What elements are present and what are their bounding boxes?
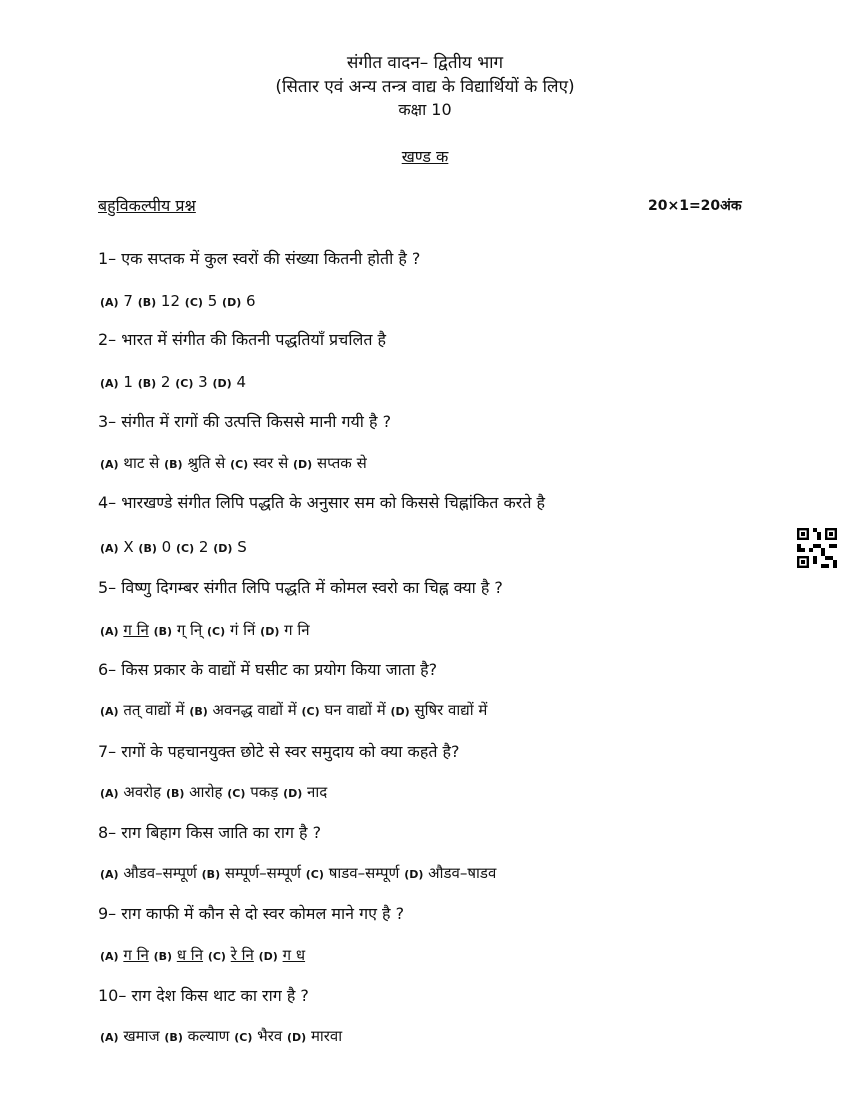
option-b: 2 (160, 373, 171, 391)
question-8: 8– राग बिहाग किस जाति का राग है ? (98, 823, 322, 842)
option-d: 4 (236, 373, 247, 391)
question-1: 1– एक सप्तक में कुल स्वरों की संख्या कितनी होती है ? (98, 249, 421, 268)
options-5: (A) ग नि (B) ग् नि् (C) गं निं (D) ग नि (100, 621, 310, 639)
option-c: षाडव–सम्पूर्ण (328, 864, 400, 882)
option-a: औडव–सम्पूर्ण (123, 864, 197, 882)
option-a: ग नि (123, 946, 149, 964)
question-10: 10– राग देश किस थाट का राग है ? (98, 986, 309, 1005)
section-heading: बहुविकल्पीय प्रश्न (98, 196, 196, 215)
option-c: गं निं (229, 621, 256, 639)
option-b: सम्पूर्ण–सम्पूर्ण (224, 864, 301, 882)
option-d: सुषिर वाद्यों में (414, 701, 488, 719)
option-d: ग ध (282, 946, 306, 964)
option-d: औडव–षाडव (428, 864, 497, 882)
page-title: संगीत वादन– द्वितीय भाग (346, 53, 504, 73)
options-4: (A) X (B) 0 (C) 2 (D) S (100, 538, 247, 556)
option-a: 1 (123, 373, 133, 391)
option-a: थाट से (123, 454, 160, 472)
options-7: (A) अवरोह (B) आरोह (C) पकड़ (D) नाद (100, 783, 328, 801)
option-c: भैरव (257, 1027, 283, 1045)
option-c: 3 (198, 373, 208, 391)
option-d: मारवा (310, 1027, 343, 1045)
option-d: ग नि (284, 621, 310, 639)
option-b: ध नि (176, 946, 204, 964)
question-3: 3– संगीत में रागों की उत्पत्ति किससे मानी गयी है ? (98, 412, 392, 431)
option-a: खमाज (123, 1027, 160, 1045)
option-d: नाद (307, 783, 328, 801)
options-6: (A) तत् वाद्यों में (B) अवनद्ध वाद्यों में (C) घन वाद्यों में (D) सुषिर वाद्यों में (100, 701, 488, 719)
question-2: 2– भारत में संगीत की कितनी पद्धतियाँ प्रचलित है (98, 330, 387, 349)
option-c: 2 (198, 538, 209, 556)
section-name: खण्ड क (401, 147, 449, 166)
option-a: तत् वाद्यों में (123, 701, 185, 719)
option-c: घन वाद्यों में (324, 701, 386, 719)
page-subtitle: (सितार एवं अन्य तन्त्र वाद्य के विद्यार्थियों के लिए) (275, 77, 575, 97)
option-c: स्वर से (253, 454, 289, 472)
section-marks: 20×1=20अंक (648, 198, 742, 214)
class-label: कक्षा 10 (398, 100, 452, 119)
options-3: (A) थाट से (B) श्रुति से (C) स्वर से (D) सप्तक से (100, 454, 367, 472)
qr-code-icon (797, 528, 837, 568)
option-b: 12 (160, 292, 181, 310)
option-b: ग् नि् (176, 621, 203, 639)
option-b: कल्याण (187, 1027, 230, 1045)
question-5: 5– विष्णु दिगम्बर संगीत लिपि पद्धति में कोमल स्वरो का चिह्न क्या है ? (98, 578, 503, 597)
option-d: S (237, 538, 247, 556)
question-6: 6– किस प्रकार के वाद्यों में घसीट का प्रयोग किया जाता है? (98, 660, 438, 679)
option-b: अवनद्ध वाद्यों में (212, 701, 297, 719)
option-a: अवरोह (123, 783, 162, 801)
options-2: (A) 1 (B) 2 (C) 3 (D) 4 (100, 373, 247, 391)
option-a: 7 (123, 292, 133, 310)
question-4: 4– भारखण्डे संगीत लिपि पद्धति के अनुसार सम को किससे चिह्नांकित करते है (98, 493, 546, 512)
option-b: 0 (161, 538, 172, 556)
option-d: 6 (246, 292, 256, 310)
option-d: सप्तक से (316, 454, 367, 472)
option-c: 5 (207, 292, 218, 310)
option-c: रे नि (230, 946, 254, 964)
question-9: 9– राग काफी में कौन से दो स्वर कोमल माने गए है ? (98, 904, 405, 923)
options-8: (A) औडव–सम्पूर्ण (B) सम्पूर्ण–सम्पूर्ण (C) षाडव–सम्पूर्ण (D) औडव–षाडव (100, 864, 497, 882)
options-9: (A) ग नि (B) ध नि (C) रे नि (D) ग ध (100, 946, 306, 964)
option-a: X (123, 538, 134, 556)
option-a: ग नि (123, 621, 149, 639)
option-b: आरोह (189, 783, 223, 801)
option-c: पकड़ (250, 783, 279, 801)
option-b: श्रुति से (187, 454, 226, 472)
question-7: 7– रागों के पहचानयुक्त छोटे से स्वर समुदाय को क्या कहते है? (98, 742, 460, 761)
options-1: (A) 7 (B) 12 (C) 5 (D) 6 (100, 292, 256, 310)
options-10: (A) खमाज (B) कल्याण (C) भैरव (D) मारवा (100, 1027, 343, 1045)
